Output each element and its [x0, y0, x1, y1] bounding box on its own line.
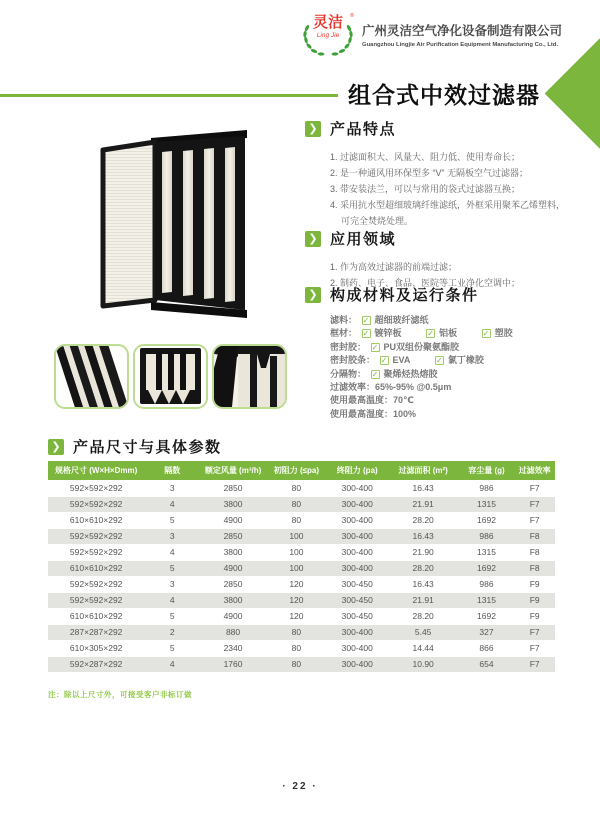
- material-row: 密封胶： ✓ PU双组份聚氨酯胶: [330, 341, 585, 354]
- table-cell: 16.43: [388, 480, 459, 496]
- table-cell: 14.44: [388, 640, 459, 656]
- checkbox-icon: [362, 316, 371, 325]
- page-title: 组合式中效过滤器: [348, 82, 540, 108]
- filter-detail-image-2: [135, 346, 206, 407]
- table-cell: 2850: [200, 480, 266, 496]
- checkbox-icon: [435, 356, 444, 365]
- table-cell: 592×592×292: [48, 496, 144, 512]
- registered-mark: ®: [350, 13, 355, 19]
- table-cell: 80: [266, 480, 327, 496]
- company-name-cn: 广州灵洁空气净化设备制造有限公司: [362, 24, 563, 38]
- table-cell: 1760: [200, 656, 266, 672]
- v-bank-filter-image: [95, 126, 247, 324]
- table-row: [48, 624, 555, 640]
- table-cell: F7: [514, 624, 555, 640]
- table-row: [48, 480, 555, 496]
- table-note: 注：除以上尺寸外，可接受客户非标订做: [48, 690, 192, 699]
- section-arrow-icon: [48, 439, 64, 455]
- table-cell: 28.20: [388, 608, 459, 624]
- column-header: 容尘量 (g): [459, 461, 515, 480]
- filter-detail-image-3: [214, 346, 285, 407]
- feature-item-continuation: 可完全焚烧处理。: [341, 216, 414, 226]
- table-cell: 1315: [459, 592, 515, 608]
- table-cell: 592×287×292: [48, 656, 144, 672]
- table-row: [48, 576, 555, 592]
- material-row: 密封胶条： ✓ EVA ✓ 氯丁橡胶: [330, 354, 585, 367]
- column-header: 初阻力 (≤pa): [266, 461, 327, 480]
- page-number: · 22 ·: [282, 781, 318, 792]
- feature-item: 3. 带安装法兰，可以与常用的袋式过滤器互换；: [330, 184, 521, 194]
- table-cell: 610×610×292: [48, 512, 144, 528]
- table-cell: 1315: [459, 496, 515, 512]
- table-cell: 80: [266, 656, 327, 672]
- application-item: 2. 制药、电子、食品、医院等工业净化空调中；: [330, 278, 521, 288]
- table-cell: 120: [266, 592, 327, 608]
- table-cell: 1692: [459, 560, 515, 576]
- table-cell: 3: [144, 576, 200, 592]
- section-materials-title: 构成材料及运行条件: [330, 287, 479, 304]
- table-cell: 4: [144, 496, 200, 512]
- spec-table-body: [48, 480, 555, 672]
- table-cell: F7: [514, 480, 555, 496]
- column-header: 过滤面积 (m²): [388, 461, 459, 480]
- table-cell: 28.20: [388, 512, 459, 528]
- section-applications-title: 应用领域: [330, 231, 397, 248]
- table-cell: 100: [266, 528, 327, 544]
- table-cell: 300-400: [327, 560, 388, 576]
- table-cell: 3800: [200, 544, 266, 560]
- table-cell: 4: [144, 544, 200, 560]
- table-cell: 80: [266, 496, 327, 512]
- table-cell: 5: [144, 608, 200, 624]
- table-cell: 100: [266, 560, 327, 576]
- product-thumbnail-1: [54, 344, 129, 409]
- table-row: [48, 592, 555, 608]
- section-arrow-icon: [305, 231, 321, 247]
- table-cell: 300-450: [327, 608, 388, 624]
- column-header: 终阻力 (pa): [327, 461, 388, 480]
- table-cell: 610×610×292: [48, 608, 144, 624]
- table-cell: 1692: [459, 512, 515, 528]
- table-cell: 5: [144, 640, 200, 656]
- table-cell: 300-400: [327, 480, 388, 496]
- table-cell: 28.20: [388, 560, 459, 576]
- title-rule: [0, 94, 338, 97]
- application-item: 1. 作为高效过滤器的前端过滤；: [330, 262, 458, 272]
- table-cell: 986: [459, 480, 515, 496]
- condition-row: 过滤效率：65%-95% @0.5μm: [330, 382, 452, 393]
- column-header: 过滤效率: [514, 461, 555, 480]
- table-cell: 2: [144, 624, 200, 640]
- feature-item: 1. 过滤面积大、风量大、阻力低、使用寿命长；: [330, 152, 521, 162]
- product-thumbnails: [54, 344, 287, 409]
- table-cell: 16.43: [388, 576, 459, 592]
- table-row: [48, 560, 555, 576]
- header-row: [48, 461, 555, 480]
- feature-item: 2. 是一种通风用环保型多 “V” 无隔板空气过滤器；: [330, 168, 529, 178]
- table-cell: 80: [266, 640, 327, 656]
- table-cell: F8: [514, 544, 555, 560]
- table-cell: 592×592×292: [48, 576, 144, 592]
- table-row: [48, 496, 555, 512]
- company-name-block: [362, 21, 572, 48]
- table-cell: 4: [144, 656, 200, 672]
- feature-item: 4. 采用抗水型超细玻璃纤维滤纸，外框采用聚苯乙烯塑料，: [330, 200, 566, 210]
- table-cell: 120: [266, 608, 327, 624]
- table-cell: 4900: [200, 560, 266, 576]
- table-cell: 986: [459, 576, 515, 592]
- table-cell: 5: [144, 560, 200, 576]
- table-cell: 21.91: [388, 496, 459, 512]
- table-cell: 610×610×292: [48, 560, 144, 576]
- table-cell: 16.43: [388, 528, 459, 544]
- checkbox-icon: [362, 329, 371, 338]
- section-features-header: [305, 118, 585, 139]
- filter-detail-image-1: [56, 346, 127, 407]
- table-cell: 610×305×292: [48, 640, 144, 656]
- table-cell: 300-450: [327, 576, 388, 592]
- checkbox-icon: [426, 329, 435, 338]
- table-row: [48, 656, 555, 672]
- table-row: [48, 512, 555, 528]
- checkbox-icon: [371, 370, 380, 379]
- table-cell: F8: [514, 560, 555, 576]
- product-thumbnail-2: [133, 344, 208, 409]
- table-cell: F9: [514, 576, 555, 592]
- table-cell: 3: [144, 528, 200, 544]
- section-materials: [305, 284, 585, 421]
- table-row: [48, 608, 555, 624]
- spec-table: [48, 461, 555, 673]
- table-cell: 300-400: [327, 624, 388, 640]
- column-header: 额定风量 (m³/h): [200, 461, 266, 480]
- table-cell: 5.45: [388, 624, 459, 640]
- table-cell: 100: [266, 544, 327, 560]
- checkbox-icon: [371, 343, 380, 352]
- table-cell: 120: [266, 576, 327, 592]
- table-cell: F7: [514, 640, 555, 656]
- table-cell: 10.90: [388, 656, 459, 672]
- table-cell: 2850: [200, 528, 266, 544]
- table-row: [48, 528, 555, 544]
- logo-script: Ling Jie: [316, 32, 340, 39]
- company-logo: [298, 6, 358, 62]
- section-features-title: 产品特点: [330, 121, 397, 138]
- table-cell: 327: [459, 624, 515, 640]
- laurel-wreath-logo-icon: [298, 6, 358, 62]
- table-cell: 1315: [459, 544, 515, 560]
- product-photo: [95, 126, 247, 324]
- section-applications: [305, 228, 585, 291]
- table-cell: 880: [200, 624, 266, 640]
- table-cell: 2340: [200, 640, 266, 656]
- column-header: 规格尺寸 (W×H×Dmm): [48, 461, 144, 480]
- section-table-header: [48, 436, 448, 457]
- table-cell: 300-450: [327, 592, 388, 608]
- table-cell: 300-400: [327, 496, 388, 512]
- column-header: 隔数: [144, 461, 200, 480]
- table-cell: 287×287×292: [48, 624, 144, 640]
- table-cell: 5: [144, 512, 200, 528]
- section-applications-header: [305, 228, 585, 249]
- section-materials-header: [305, 284, 585, 305]
- table-cell: 3: [144, 480, 200, 496]
- table-cell: 866: [459, 640, 515, 656]
- table-cell: 1692: [459, 608, 515, 624]
- material-row: 滤料： ✓ 超细玻纤滤纸: [330, 314, 585, 327]
- table-cell: 21.90: [388, 544, 459, 560]
- table-cell: 592×592×292: [48, 480, 144, 496]
- section-table-title: 产品尺寸与具体参数: [73, 439, 222, 456]
- table-cell: 80: [266, 512, 327, 528]
- table-cell: F8: [514, 528, 555, 544]
- table-cell: 300-400: [327, 544, 388, 560]
- table-cell: 592×592×292: [48, 592, 144, 608]
- table-cell: 4900: [200, 512, 266, 528]
- section-arrow-icon: [305, 287, 321, 303]
- table-cell: F9: [514, 608, 555, 624]
- section-arrow-icon: [305, 121, 321, 137]
- table-cell: 300-400: [327, 512, 388, 528]
- table-cell: F9: [514, 592, 555, 608]
- table-cell: F7: [514, 496, 555, 512]
- table-row: [48, 640, 555, 656]
- table-cell: 80: [266, 624, 327, 640]
- material-row: 分隔物： ✓ 聚烯烃热熔胶: [330, 368, 585, 381]
- table-cell: 4900: [200, 608, 266, 624]
- checkbox-icon: [482, 329, 491, 338]
- table-cell: 2850: [200, 576, 266, 592]
- table-cell: 300-400: [327, 528, 388, 544]
- table-cell: F7: [514, 656, 555, 672]
- checkbox-icon: [380, 356, 389, 365]
- product-thumbnail-3: [212, 344, 287, 409]
- table-cell: 3800: [200, 496, 266, 512]
- features-list: [330, 149, 585, 229]
- company-name-en: Guangzhou Lingjie Air Purification Equipment Manufacturing Co., Ltd.: [362, 42, 559, 48]
- table-cell: 592×592×292: [48, 528, 144, 544]
- table-cell: 986: [459, 528, 515, 544]
- logo-text: 灵洁: [312, 14, 344, 31]
- materials-list: [330, 314, 585, 421]
- condition-row: 使用最高温度：70℃: [330, 395, 414, 406]
- table-cell: 592×592×292: [48, 544, 144, 560]
- condition-row: 使用最高湿度：100%: [330, 408, 417, 419]
- table-cell: F7: [514, 512, 555, 528]
- table-cell: 3800: [200, 592, 266, 608]
- table-row: [48, 544, 555, 560]
- table-cell: 4: [144, 592, 200, 608]
- table-cell: 300-400: [327, 640, 388, 656]
- table-cell: 21.91: [388, 592, 459, 608]
- table-cell: 300-400: [327, 656, 388, 672]
- table-cell: 654: [459, 656, 515, 672]
- section-features: [305, 118, 585, 229]
- spec-table-head: [48, 461, 555, 480]
- material-row: 框材： ✓ 镀锌板 ✓ 铝板 ✓ 塑胶: [330, 327, 585, 340]
